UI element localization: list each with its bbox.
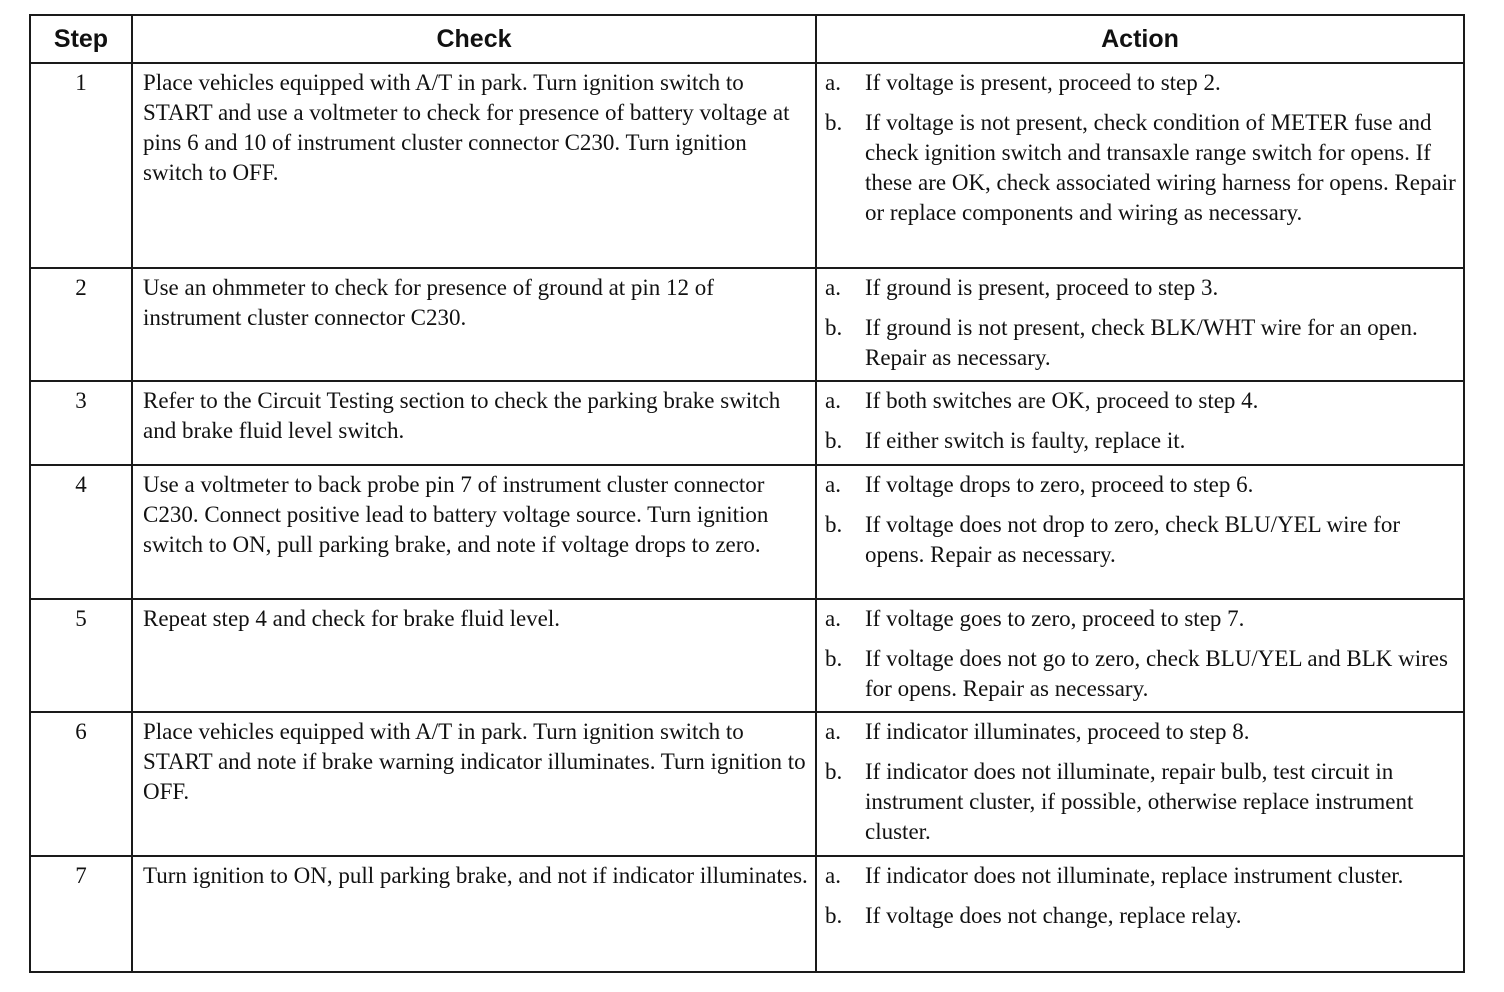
step-header: Step	[30, 15, 132, 63]
check-text: Repeat step 4 and check for brake fluid level.	[132, 599, 816, 712]
table-row	[30, 268, 1464, 381]
action-cell	[816, 268, 1464, 381]
check-text: Place vehicles equipped with A/T in park. Turn ignition switch to START and note if brake warning indicator illuminates. Turn ignition to OFF.	[132, 712, 816, 856]
step-number: 7	[30, 856, 132, 972]
troubleshooting-table	[29, 14, 1465, 973]
check-text: Use an ohmmeter to check for presence of ground at pin 12 of instrument cluster connector C230.	[132, 268, 816, 381]
action-cell	[816, 856, 1464, 972]
header-row	[30, 15, 1464, 63]
action-text: If voltage drops to zero, proceed to step 6.	[865, 472, 1254, 497]
action-text: If voltage is present, proceed to step 2.	[865, 70, 1221, 95]
action-letter: b.	[825, 646, 843, 671]
action-text: If voltage does not go to zero, check BLU/YEL and BLK wires for opens. Repair as necessary.	[865, 646, 1448, 701]
action-item	[825, 470, 1457, 500]
action-letter: a.	[825, 275, 841, 300]
table-row	[30, 381, 1464, 465]
table-row	[30, 465, 1464, 599]
action-item	[825, 426, 1457, 456]
action-letter: b.	[825, 110, 843, 135]
action-letter: a.	[825, 70, 841, 95]
action-item	[825, 644, 1457, 704]
action-header: Action	[816, 15, 1464, 63]
check-text: Place vehicles equipped with A/T in park. Turn ignition switch to START and use a voltmeter to check for presence of battery voltage at pins 6 and 10 of instrument cluster connector C230. Turn ignition switch to OFF.	[132, 63, 816, 268]
action-cell	[816, 63, 1464, 268]
action-letter: b.	[825, 512, 843, 537]
action-cell	[816, 712, 1464, 856]
action-text: If ground is present, proceed to step 3.	[865, 275, 1219, 300]
check-text: Refer to the Circuit Testing section to check the parking brake switch and brake fluid level switch.	[132, 381, 816, 465]
table-row	[30, 712, 1464, 856]
action-letter: a.	[825, 863, 841, 888]
action-item	[825, 901, 1457, 931]
table-row	[30, 599, 1464, 712]
action-item	[825, 757, 1457, 847]
action-letter: b.	[825, 315, 843, 340]
table-row	[30, 856, 1464, 972]
step-number: 3	[30, 381, 132, 465]
action-text: If voltage goes to zero, proceed to step 7.	[865, 606, 1245, 631]
action-letter: a.	[825, 606, 841, 631]
action-cell	[816, 381, 1464, 465]
step-number: 2	[30, 268, 132, 381]
action-item	[825, 313, 1457, 373]
action-letter: a.	[825, 388, 841, 413]
action-item	[825, 386, 1457, 416]
action-item	[825, 604, 1457, 634]
action-text: If voltage does not drop to zero, check BLU/YEL wire for opens. Repair as necessary.	[865, 512, 1400, 567]
step-number: 5	[30, 599, 132, 712]
action-item	[825, 717, 1457, 747]
action-item	[825, 68, 1457, 98]
table-body	[30, 63, 1464, 972]
action-item	[825, 108, 1457, 228]
action-text: If indicator illuminates, proceed to step 8.	[865, 719, 1250, 744]
action-text: If voltage is not present, check condition of METER fuse and check ignition switch and transaxle range switch for opens. If these are OK, check associated wiring harness for opens. Repair or replace components and wiring as necessary.	[865, 110, 1456, 225]
action-item	[825, 510, 1457, 570]
action-letter: b.	[825, 759, 843, 784]
check-header: Check	[132, 15, 816, 63]
step-number: 6	[30, 712, 132, 856]
action-text: If ground is not present, check BLK/WHT wire for an open. Repair as necessary.	[865, 315, 1418, 370]
action-text: If indicator does not illuminate, repair bulb, test circuit in instrument cluster, if possible, otherwise replace instrument cluster.	[865, 759, 1414, 844]
step-number: 4	[30, 465, 132, 599]
action-item	[825, 273, 1457, 303]
action-text: If indicator does not illuminate, replace instrument cluster.	[865, 863, 1404, 888]
check-text: Use a voltmeter to back probe pin 7 of instrument cluster connector C230. Connect positive lead to battery voltage source. Turn ignition switch to ON, pull parking brake, and note if voltage drops to zero.	[132, 465, 816, 599]
action-letter: b.	[825, 903, 843, 928]
action-text: If voltage does not change, replace relay.	[865, 903, 1242, 928]
action-letter: a.	[825, 472, 841, 497]
action-text: If either switch is faulty, replace it.	[865, 428, 1186, 453]
action-cell	[816, 599, 1464, 712]
action-text: If both switches are OK, proceed to step 4.	[865, 388, 1259, 413]
action-letter: a.	[825, 719, 841, 744]
step-number: 1	[30, 63, 132, 268]
table-row	[30, 63, 1464, 268]
action-item	[825, 861, 1457, 891]
check-text: Turn ignition to ON, pull parking brake, and not if indicator illuminates.	[132, 856, 816, 972]
action-letter: b.	[825, 428, 843, 453]
action-cell	[816, 465, 1464, 599]
